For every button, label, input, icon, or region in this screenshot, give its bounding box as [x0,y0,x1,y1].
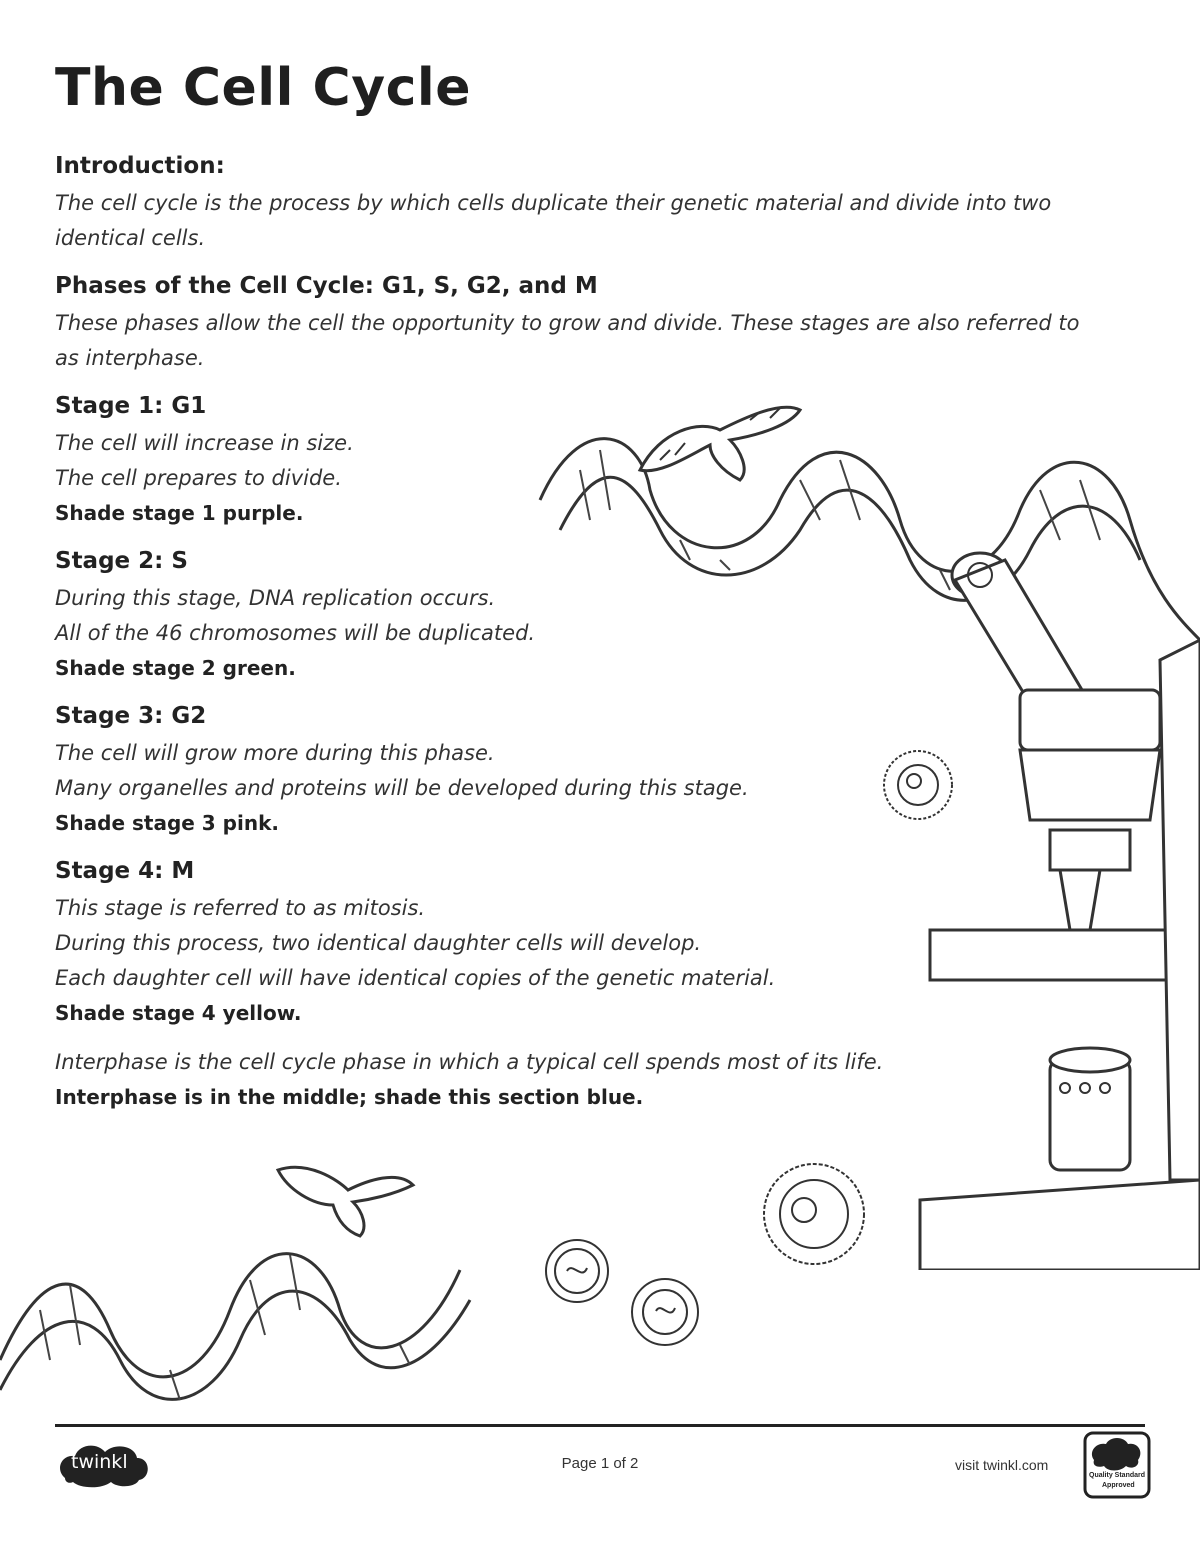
stage-instruction: Shade stage 1 purple. [55,501,304,525]
stage-line: During this stage, DNA replication occurs. [55,586,496,610]
chromosome-icon [268,1150,418,1240]
intro-heading: Introduction: [55,153,225,179]
stage-heading: Stage 2: S [55,548,188,574]
badge-icon [1082,1430,1152,1500]
page-number: Page 1 of 2 [561,1455,639,1472]
microscope-icon [900,460,1200,1270]
badge-line: Approved [1102,1482,1135,1489]
cell-icon [878,745,958,825]
phases-line: as interphase. [55,346,205,370]
stage-4-section [55,855,815,1031]
chromosome-icon [630,380,810,490]
stage-heading: Stage 4: M [55,858,195,884]
stage-heading: Stage 3: G2 [55,703,207,729]
stage-heading: Stage 1: G1 [55,393,207,419]
stage-line: Each daughter cell will have identical copies of the genetic material. [55,966,776,990]
stage-line: Many organelles and proteins will be developed during this stage. [55,776,749,800]
footer-divider [55,1424,1145,1427]
quality-badge [1082,1430,1152,1504]
intro-line: The cell cycle is the process by which cells duplicate their genetic material and divide into two [55,191,1052,215]
stage-line: All of the 46 chromosomes will be duplicated. [55,621,536,645]
stage-instruction: Shade stage 3 pink. [55,811,279,835]
visit-link[interactable]: visit twinkl.com [955,1457,1049,1473]
interphase-instruction: Interphase is in the middle; shade this section blue. [55,1085,644,1109]
cell-icon [758,1158,870,1270]
stage-3-section [55,700,815,841]
stage-instruction: Shade stage 2 green. [55,656,296,680]
intro-section [55,150,1150,256]
badge-line: Quality Standard [1089,1472,1146,1479]
phases-line: These phases allow the cell the opportunity to grow and divide. These stages are also referred to [55,311,1080,335]
page-title: The Cell Cycle [55,58,472,118]
stage-line: The cell prepares to divide. [55,466,342,490]
cell-icon [628,1275,702,1349]
stage-line: The cell will increase in size. [55,431,354,455]
stage-line: This stage is referred to as mitosis. [55,896,426,920]
phases-section [55,270,1150,376]
phases-heading: Phases of the Cell Cycle: G1, S, G2, and M [55,273,598,299]
stage-line: The cell will grow more during this phase. [55,741,495,765]
intro-line: identical cells. [55,226,206,250]
stage-instruction: Shade stage 4 yellow. [55,1001,302,1025]
interphase-line: Interphase is the cell cycle phase in which a typical cell spends most of its life. [55,1050,884,1074]
logo-text: twinkl [71,1451,128,1473]
cell-icon [542,1236,612,1306]
stage-line: During this process, two identical daughter cells will develop. [55,931,702,955]
